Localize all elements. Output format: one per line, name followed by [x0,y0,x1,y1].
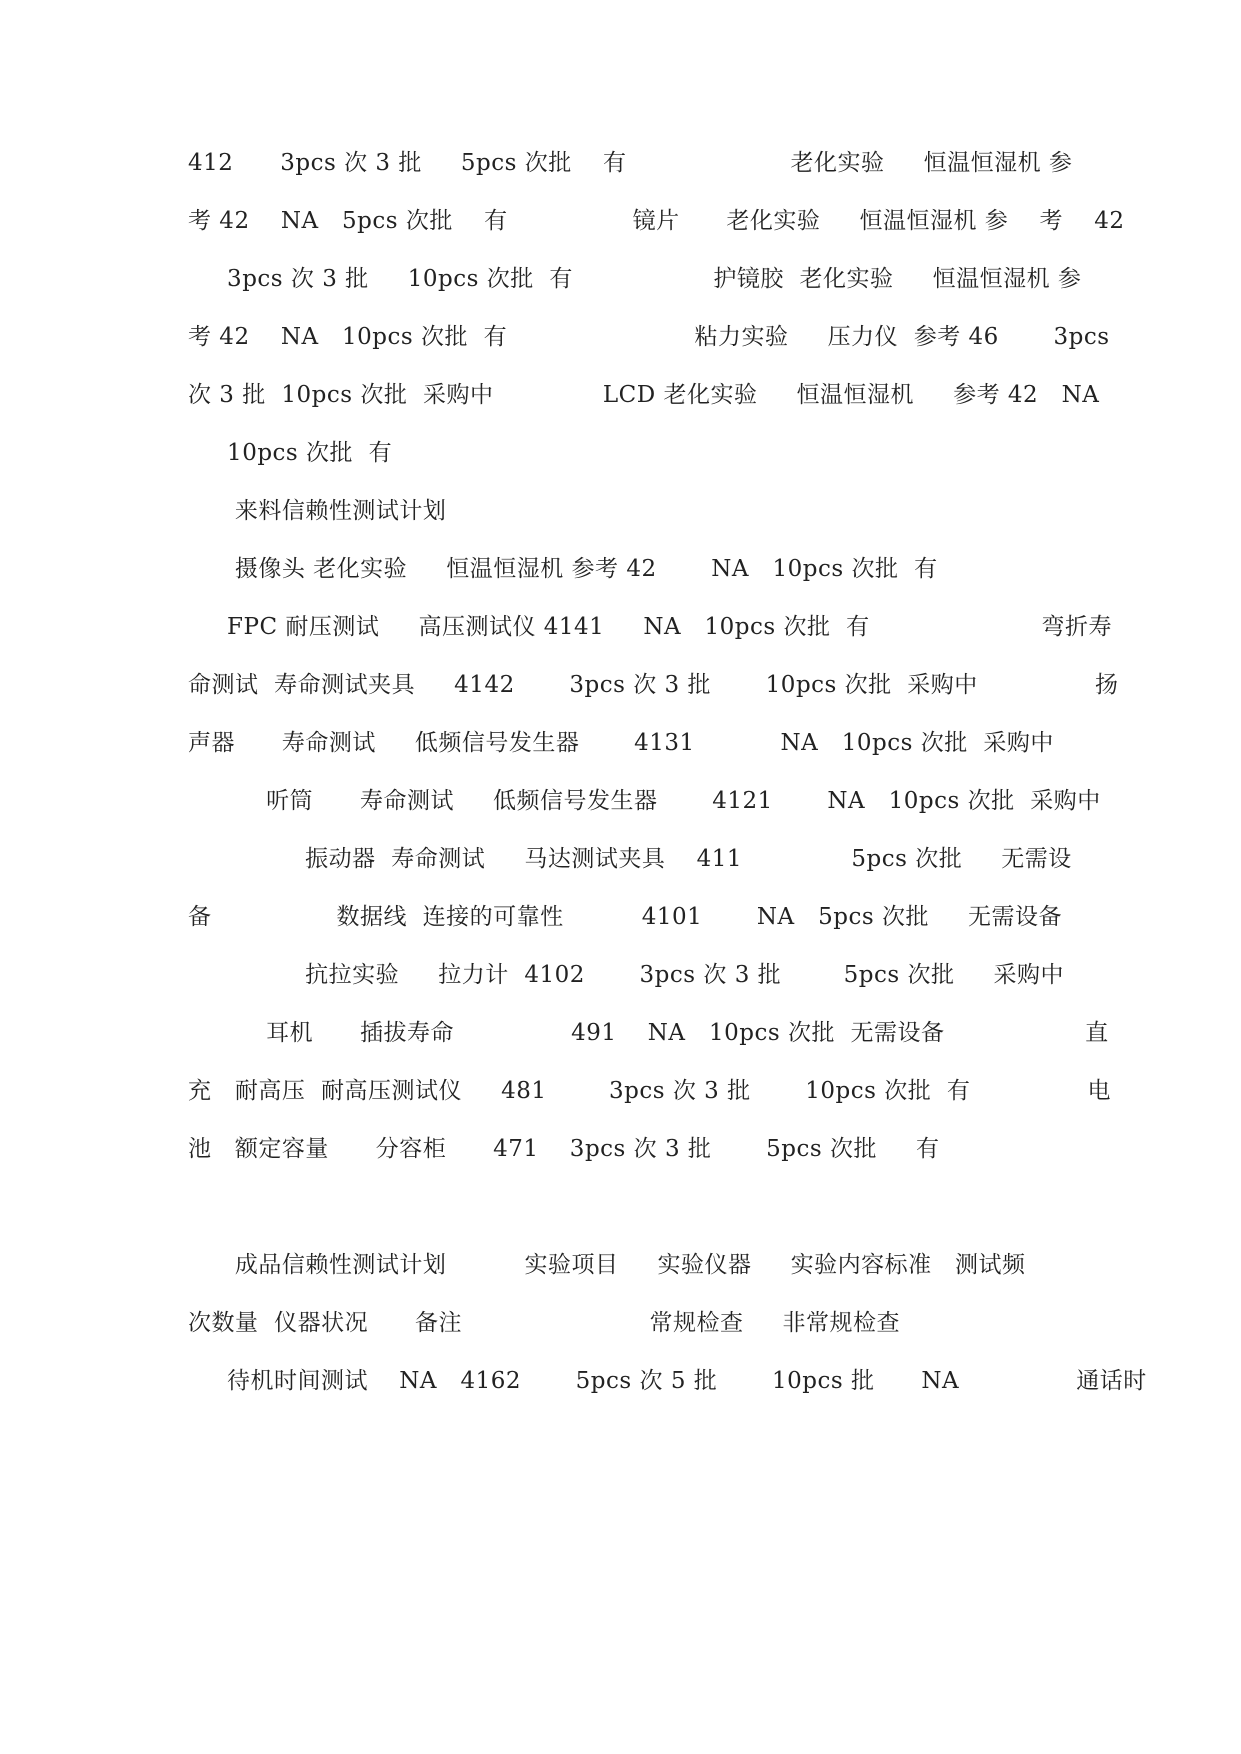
text-line: 3pcs 次 3 批 10pcs 次批 有 护镜胶 老化实验 恒温恒湿机 参 [188,266,1082,292]
blank-line [188,1187,1068,1227]
text-line: 抗拉实验 拉力计 4102 3pcs 次 3 批 5pcs 次批 采购中 [188,962,1065,988]
text-line: FPC 耐压测试 高压测试仪 4141 NA 10pcs 次批 有 弯折寿 [188,614,1112,640]
text-line: 振动器 寿命测试 马达测试夹具 411 5pcs 次批 无需设 [188,846,1072,872]
text-line: 考 42 NA 5pcs 次批 有 镜片 老化实验 恒温恒湿机 参 考 42 [188,208,1125,234]
text-line: 备 数据线 连接的可靠性 4101 NA 5pcs 次批 无需设备 [188,904,1062,930]
text-line: 充 耐高压 耐高压测试仪 481 3pcs 次 3 批 10pcs 次批 有 电 [188,1078,1112,1104]
text-line: 10pcs 次批 有 [188,440,393,466]
text-line: 耳机 插拔寿命 491 NA 10pcs 次批 无需设备 直 [188,1020,1109,1046]
text-line: 摄像头 老化实验 恒温恒湿机 参考 42 NA 10pcs 次批 有 [188,556,938,582]
text-line: 待机时间测试 NA 4162 5pcs 次 5 批 10pcs 批 NA 通话时 [188,1368,1147,1394]
text-line: 次 3 批 10pcs 次批 采购中 LCD 老化实验 恒温恒湿机 参考 42 NA [188,382,1100,408]
text-line: 412 3pcs 次 3 批 5pcs 次批 有 老化实验 恒温恒湿机 参 [188,150,1073,176]
text-line: 次数量 仪器状况 备注 常规检查 非常规检查 [188,1310,901,1336]
section-heading: 来料信赖性测试计划 [188,498,447,524]
text-line: 命测试 寿命测试夹具 4142 3pcs 次 3 批 10pcs 次批 采购中 扬 [188,672,1119,698]
section-heading: 成品信赖性测试计划 实验项目 实验仪器 实验内容标准 测试频 [188,1252,1026,1278]
text-line: 听筒 寿命测试 低频信号发生器 4121 NA 10pcs 次批 采购中 [188,788,1101,814]
text-line: 声器 寿命测试 低频信号发生器 4131 NA 10pcs 次批 采购中 [188,730,1054,756]
text-line: 池 额定容量 分容柜 471 3pcs 次 3 批 5pcs 次批 有 [188,1136,940,1162]
text-line: 考 42 NA 10pcs 次批 有 粘力实验 压力仪 参考 46 3pcs [188,324,1110,350]
